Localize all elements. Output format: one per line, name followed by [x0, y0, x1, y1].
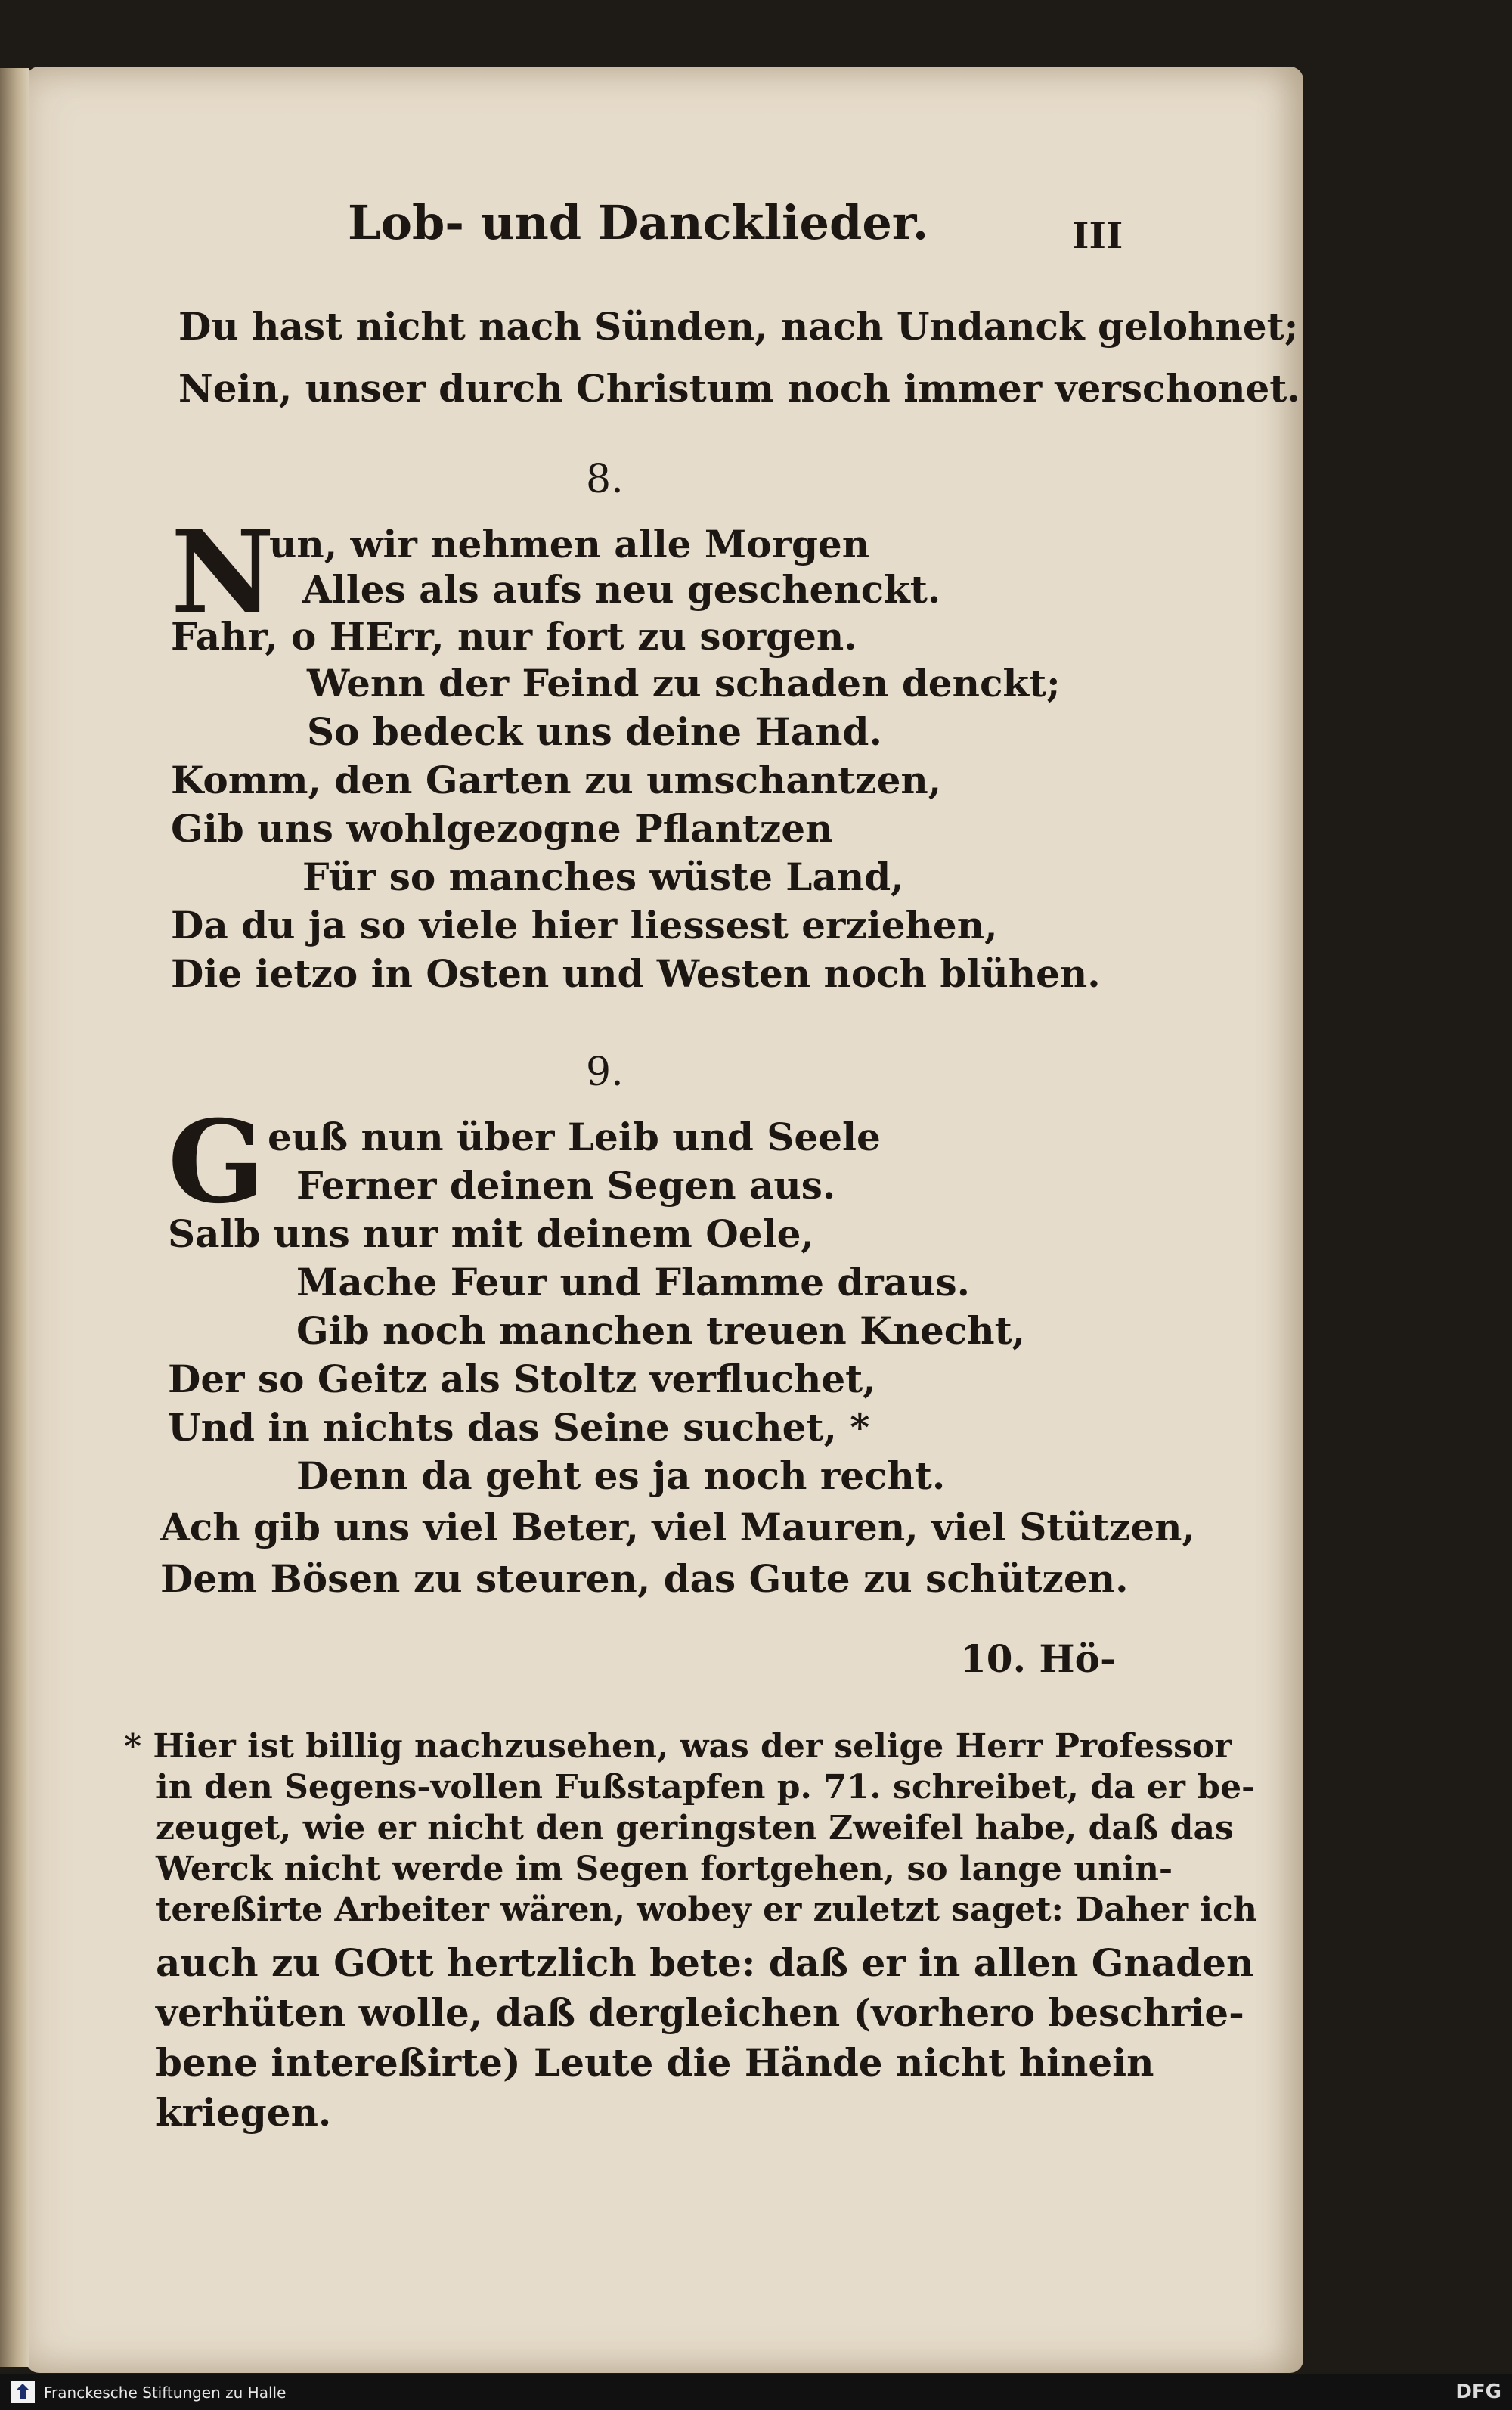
verse-line: euß nun über Leib und Seele: [268, 1115, 881, 1159]
verse-line: Da du ja so viele hier liessest erziehen,: [171, 903, 998, 948]
intro-line: Nein, unser durch Christum noch immer verschonet.: [178, 366, 1300, 411]
verse-line: Gib noch manchen treuen Knecht,: [296, 1308, 1026, 1353]
footnote-line: * Hier ist billig nachzusehen, was der selige Herr Professor: [124, 1727, 1232, 1766]
verse-line: un, wir nehmen alle Morgen: [269, 522, 870, 566]
verse-line: Die ietzo in Osten und Westen noch blühen.: [171, 951, 1101, 996]
footnote-line: in den Segens-vollen Fußstapfen p. 71. schreibet, da er be-: [156, 1768, 1256, 1807]
footnote-line: bene intereßirte) Leute die Hände nicht hinein: [156, 2040, 1154, 2085]
verse-line: So bedeck uns deine Hand.: [307, 709, 882, 754]
verse-line: Denn da geht es ja noch recht.: [296, 1453, 946, 1498]
drop-initial: G: [168, 1096, 265, 1229]
footnote-line: zeuget, wie er nicht den geringsten Zweifel habe, daß das: [156, 1809, 1234, 1847]
verse-line: Dem Bösen zu steuren, das Gute zu schützen.: [160, 1556, 1129, 1601]
verse-line: Ach gib uns viel Beter, viel Mauren, viel Stützen,: [160, 1505, 1195, 1549]
verse-line: Für so manches wüste Land,: [302, 855, 904, 899]
verse-line: Fahr, o HErr, nur fort zu sorgen.: [171, 614, 857, 659]
footnote-line: auch zu GOtt hertzlich bete: daß er in allen Gnaden: [156, 1940, 1254, 1985]
dfg-logo: DFG: [1455, 2381, 1501, 2403]
verse-line: Der so Geitz als Stoltz verfluchet,: [168, 1357, 876, 1401]
verse-line: Wenn der Feind zu schaden denckt;: [307, 661, 1061, 706]
stanza-number: 8.: [586, 457, 624, 502]
verse-line: Mache Feur und Flamme draus.: [296, 1260, 971, 1304]
footnote-line: Werck nicht werde im Segen fortgehen, so lange unin-: [156, 1850, 1173, 1888]
verse-line: Salb uns nur mit deinem Oele,: [168, 1211, 814, 1256]
verse-line: Und in nichts das Seine suchet, *: [168, 1405, 870, 1450]
institution-label: Franckesche Stiftungen zu Halle: [44, 2384, 287, 2402]
institution-logo-icon: [11, 2381, 35, 2403]
catchword: 10. Hö-: [960, 1636, 1116, 1681]
footnote-line: tereßirte Arbeiter wären, wobey er zuletzt saget: Daher ich: [156, 1890, 1257, 1929]
verse-line: Komm, den Garten zu umschantzen,: [171, 758, 942, 802]
intro-line: Du hast nicht nach Sünden, nach Undanck gelohnet;: [178, 304, 1299, 349]
stanza-number: 9.: [586, 1050, 624, 1095]
verse-line: Alles als aufs neu geschenckt.: [302, 567, 941, 612]
verse-line: Gib uns wohlgezogne Pflantzen: [171, 806, 833, 851]
running-title: Lob- und Dancklieder.: [348, 195, 929, 250]
book-spine: [0, 68, 29, 2367]
viewer-footer: [0, 2374, 1512, 2410]
footnote-line: verhüten wolle, daß dergleichen (vorhero beschrie-: [156, 1990, 1244, 2035]
drop-initial: N: [171, 506, 275, 639]
footnote-line: kriegen.: [156, 2090, 332, 2135]
verse-line: Ferner deinen Segen aus.: [296, 1163, 836, 1208]
page-number: III: [1072, 215, 1123, 257]
